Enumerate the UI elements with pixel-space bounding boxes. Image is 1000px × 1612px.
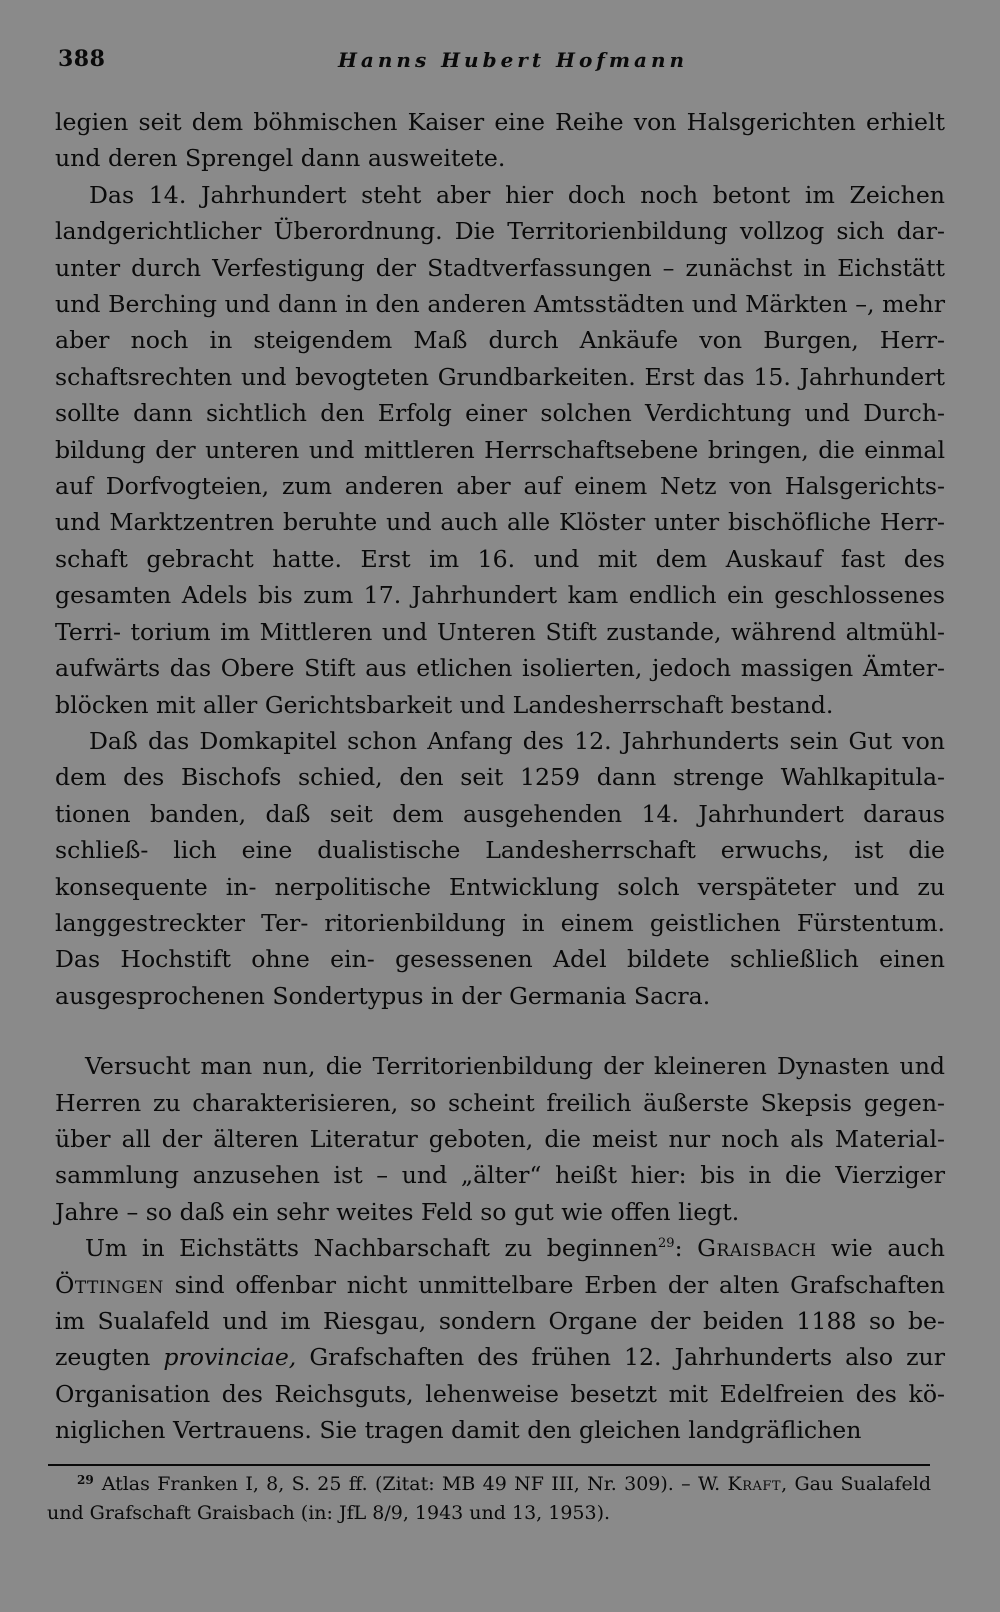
- text-run: wie auch: [816, 1234, 945, 1263]
- body-text: [55, 104, 945, 1449]
- paragraph: Das 14. Jahrhundert steht aber hier doch noch betont im Zeichen landgerichtlicher Überordnung. Die Territorienbildung vollzog sich dar- unter durch Verfestigung der Stadtverfassungen – zunächst in Eichstätt und Berching und dann in den anderen Amtsstädten und Märkten –, mehr aber noch in steigendem Maß durch Ankäufe von Burgen, Herr- schaftsrechten und bevogteten Grundbarkeiten. Erst das 15. Jahrhundert sollte dann sichtlich den Erfolg einer solchen Verdichtung und Durch- bildung der unteren und mittleren Herrschaftsebene bringen, die einmal auf Dorfvogteien, zum anderen aber auf einem Netz von Halsgerichts- und Marktzentren beruhte und auch alle Klöster unter bischöfliche Herr- schaft gebracht hatte. Erst im 16. und mit dem Auskauf fast des gesamten Adels bis zum 17. Jahrhundert kam endlich ein geschlossenes Terri- torium im Mittleren und Unteren Stift zustande, während altmühl- aufwärts das Obere Stift aus etlichen isolierten, jedoch massigen Ämter- blöcken mit aller Gerichtsbarkeit und Landesherrschaft bestand.: [55, 180, 945, 719]
- paragraph: Versucht man nun, die Territorienbildung der kleineren Dynasten und Herren zu charakterisieren, so scheint freilich äußerste Skepsis gegen- über all der älteren Literatur geboten, die meist nur noch als Material- sammlung anzusehen ist – und „älter“ heißt hier: bis in die Vierziger Jahre – so daß ein sehr weites Feld so gut wie offen liegt.: [55, 1052, 945, 1226]
- running-head: Hanns Hubert Hofmann: [338, 48, 689, 72]
- author-name: Kraft: [727, 1473, 782, 1495]
- section-gap: [55, 1014, 945, 1048]
- text-run: :: [674, 1234, 698, 1263]
- footnote-rule: [48, 1464, 930, 1466]
- text-run: Grafschaften des frühen 12. Jahrhunderts also zur Organisation des Reichsguts, lehenweise besetzt mit Edelfreien des kö- niglichen Vertrauens. Sie tragen damit den gleichen landgräflichen: [55, 1343, 945, 1445]
- place-name-graisbach: Graisbach: [697, 1234, 817, 1263]
- footnote: [47, 1470, 931, 1528]
- text-run: sind offenbar nicht unmittelbare Erben der alten Grafschaften im Sualafeld und im Riesgau, sondern Organe der beiden 1188 so be- zeugten: [55, 1270, 945, 1372]
- page-number: 388: [58, 46, 106, 72]
- footnote-text: , Gau Sualafeld und Grafschaft Graisbach (in: JfL 8/9, 1943 und 13, 1953).: [47, 1473, 931, 1524]
- footnote-reference[interactable]: 29: [658, 1236, 675, 1252]
- footnote-mark: 29: [77, 1473, 94, 1487]
- place-name-oettingen: Öttingen: [55, 1270, 164, 1299]
- section: [55, 1048, 945, 1448]
- latin-term: provinciae,: [163, 1343, 297, 1372]
- paragraph-continuation: legien seit dem böhmischen Kaiser eine Reihe von Halsgerichten erhielt und deren Sprengel dann ausweitete.: [55, 108, 945, 173]
- paragraph: [55, 1230, 945, 1448]
- page-header: [58, 46, 938, 80]
- text-run: Um in Eichstätts Nachbarschaft zu beginnen: [85, 1234, 659, 1263]
- footnote-text: Atlas Franken I, 8, S. 25 ff. (Zitat: MB 49 NF III, Nr. 309). – W.: [101, 1473, 728, 1495]
- paragraph: Daß das Domkapitel schon Anfang des 12. Jahrhunderts sein Gut von dem des Bischofs schied, den seit 1259 dann strenge Wahlkapitula- tionen banden, daß seit dem ausgehenden 14. Jahrhundert daraus schließ- lich eine dualistische Landesherrschaft erwuchs, ist die konsequente in- nerpolitische Entwicklung solch verspäteter und zu langgestreckter Ter- ritorienbildung in einem geistlichen Fürstentum. Das Hochstift ohne ein- gesessenen Adel bildete schließlich einen ausgesprochenen Sondertypus in der Germania Sacra.: [55, 726, 945, 1010]
